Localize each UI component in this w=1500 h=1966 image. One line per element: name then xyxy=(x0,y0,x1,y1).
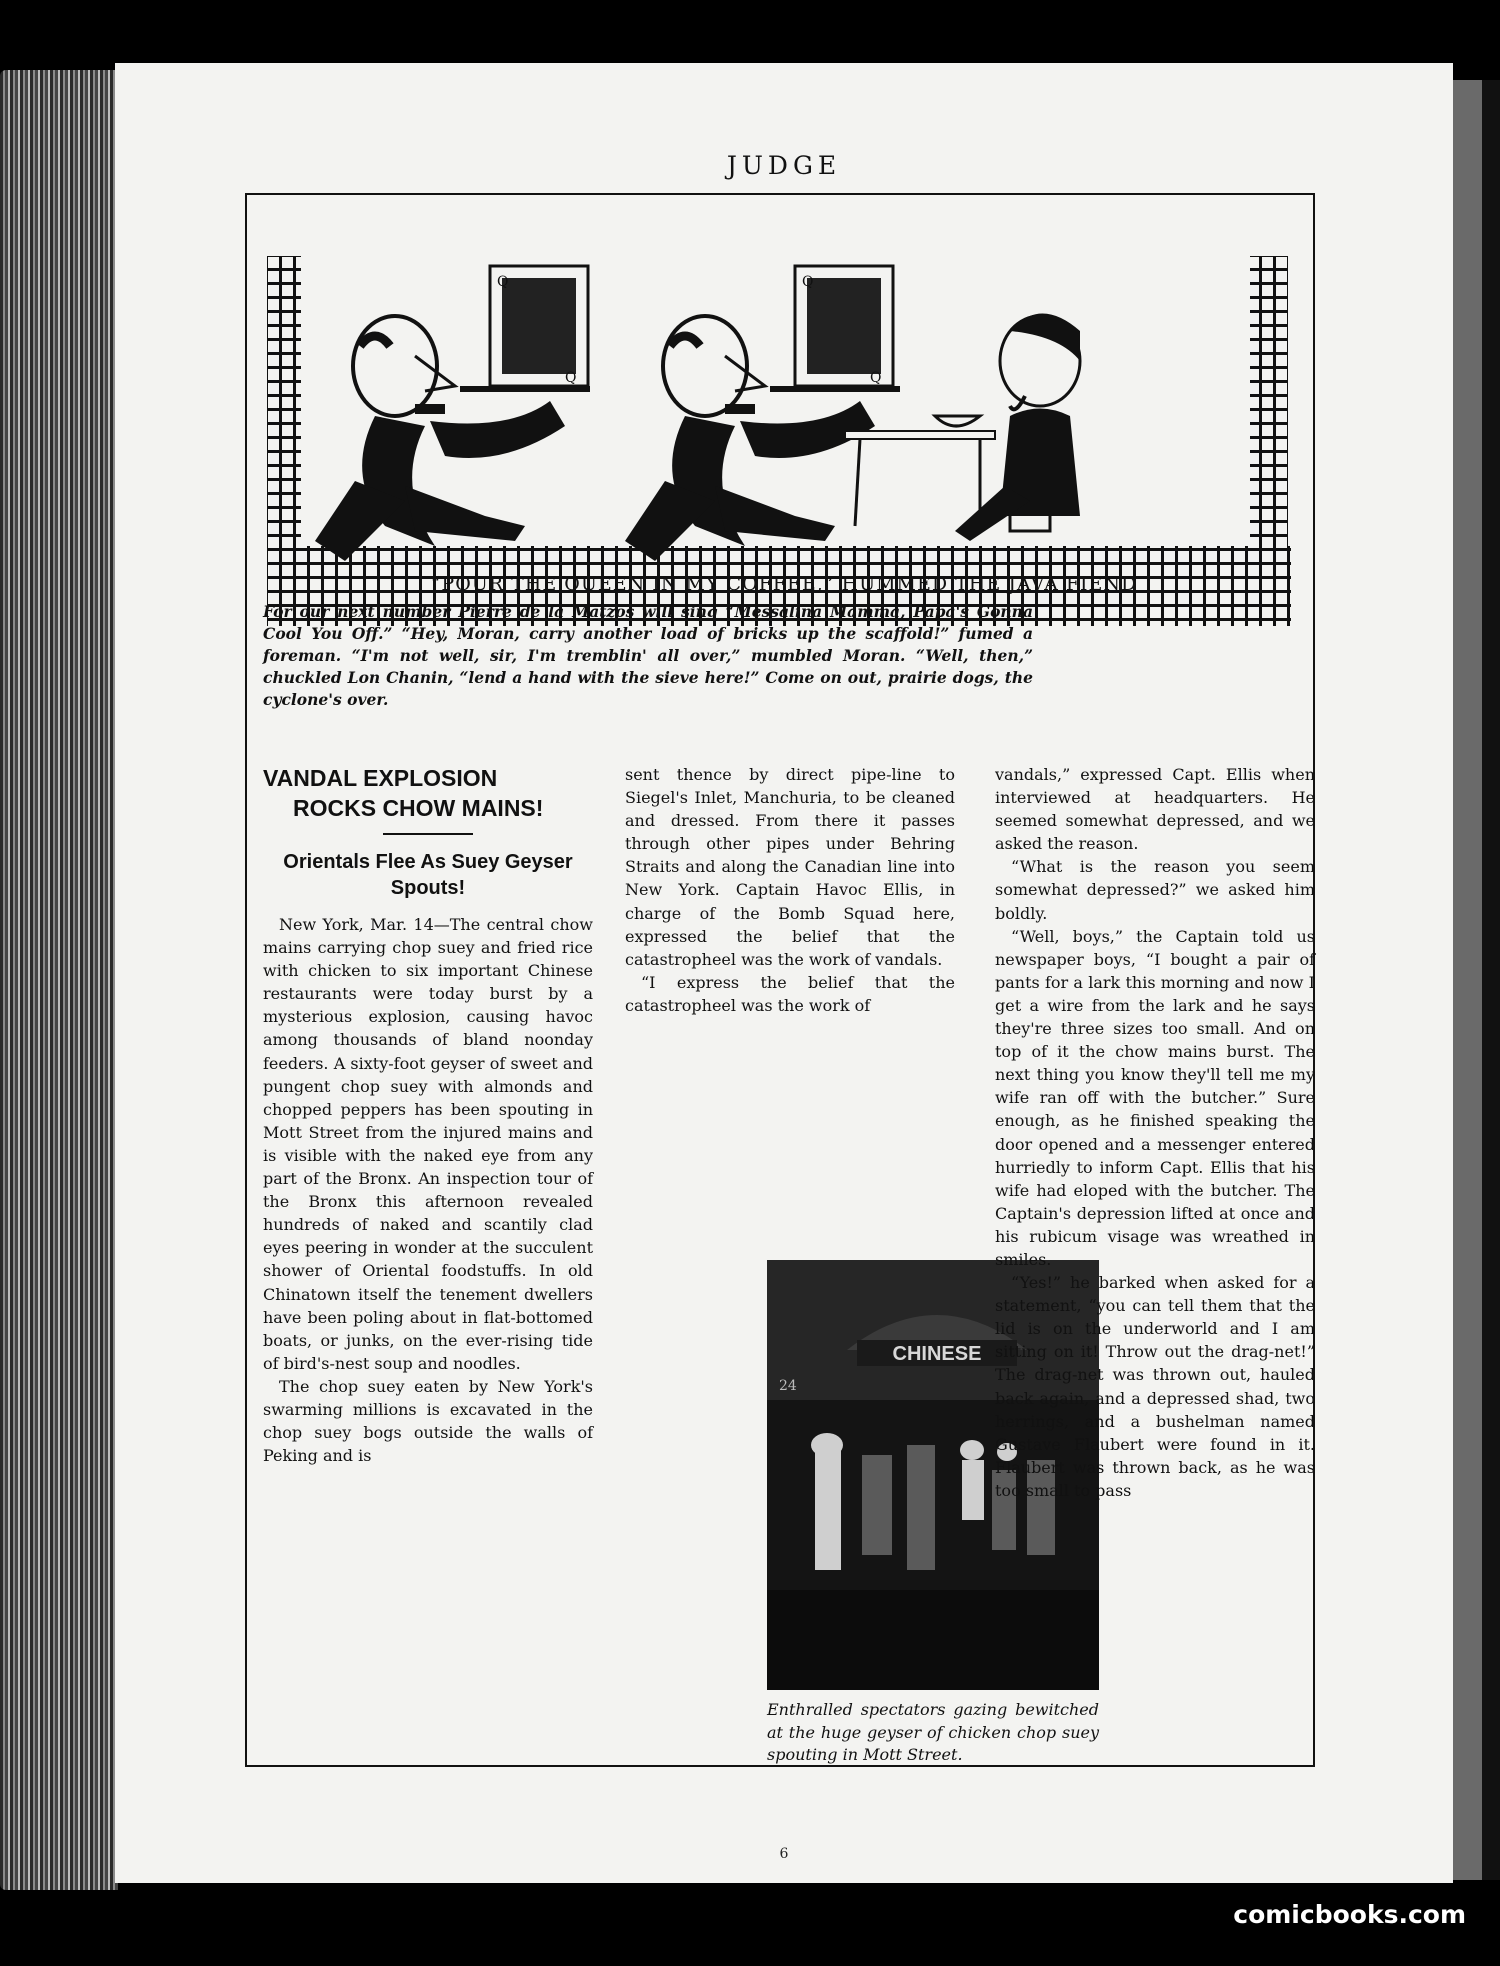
cartoon-caption-body: For our next number Pierre de la Matzos will sing “Messalina Mamma, Papa's Gonna Cool You Off.” “Hey, Moran, carry another load of bricks up the scaffold!” fumed a foreman. “I'm not well, sir, I'm tremblin' all over,” mumbled Moran. “Well, then,” chuckled Lon Chanin, “lend a hand with the sieve here!” Come on out, prairie dogs, the cyclone's over. xyxy=(263,602,1033,709)
article-paragraph: vandals,” expressed Capt. Ellis when interviewed at headquarters. He seemed somewhat depressed, and we asked the reason. xyxy=(995,765,1315,854)
photo-caption: Enthralled spectators gazing bewitched at the huge geyser of chicken chop suey spouting in Mott Street. xyxy=(767,1700,1099,1764)
queen-card-2 xyxy=(795,266,893,386)
article-headline xyxy=(263,763,593,823)
article-paragraph: sent thence by direct pipe-line to Siegel's Inlet, Manchuria, to be cleaned and dressed. From there it passes through other pipes under Behring Straits and along the Canadian line into New York. Captain Havoc Ellis, in charge of the Bomb Squad here, expressed the belief that the catastropheel was the work of vandals. xyxy=(625,765,955,969)
article-column-2 xyxy=(625,763,955,1017)
seated-java-fiend xyxy=(955,314,1080,542)
article-paragraph: “Yes!” he barked when asked for a statement, “you can tell them that the lid is on the underworld and I am sitting on it! Throw out the drag-net!” The drag-net was thrown out, hauled back again, and a depressed shad, two herrings, and a bushelman named Gustave Flaubert were found in it. Flaubert was thrown back, as he was too small to pass xyxy=(995,1273,1315,1500)
book-right-shadow xyxy=(1482,80,1500,1880)
running-head: JUDGE xyxy=(726,151,842,180)
watermark: comicbooks.com xyxy=(1233,1900,1466,1929)
article-column-3 xyxy=(995,763,1315,1502)
photo-number: 24 xyxy=(779,1378,797,1394)
cartoon-caption-title: “POUR THE QUEEN IN MY COFFEE,” HUMMED THE JAVA FIEND xyxy=(430,573,1138,595)
article-column-1 xyxy=(263,763,593,1467)
svg-text:Q: Q xyxy=(802,274,814,290)
headline-rule xyxy=(383,833,473,835)
table-with-coffee xyxy=(845,416,995,526)
article-paragraph: The chop suey eaten by New York's swarming millions is excavated in the chop suey bogs outside the walls of Peking and is xyxy=(263,1376,593,1466)
article-subhead: Orientals Flee As Suey Geyser Spouts! xyxy=(283,851,573,899)
svg-text:Q: Q xyxy=(870,370,882,386)
article-paragraph: “I express the belief that the catastropheel was the work of xyxy=(625,972,955,1015)
svg-text:Q: Q xyxy=(565,370,577,386)
queen-card-1 xyxy=(490,266,588,386)
magazine-page xyxy=(115,63,1453,1883)
page-number: 6 xyxy=(779,1846,789,1862)
right-check-border xyxy=(1250,256,1288,546)
headline-line-1: VANDAL EXPLOSION xyxy=(263,765,498,791)
svg-text:Q: Q xyxy=(497,274,509,290)
headline-line-2: ROCKS CHOW MAINS! xyxy=(293,795,544,821)
article-paragraph: New York, Mar. 14—The central chow mains carrying chop suey and fried rice with chicken to six important Chinese restaurants were today burst by a mysterious explosion, causing havoc among thousands of bland noonday feeders. A sixty-foot geyser of sweet and pungent chop suey with almonds and chopped peppers has been spouting in Mott Street from the injured mains and is visible with the naked eye from any part of the Bronx. An inspection tour of the Bronx this afternoon revealed hundreds of naked and scantily clad eyes peering in wonder at the succulent shower of Oriental foodstuffs. In old Chinatown itself the tenement dwellers have been poling about in flat-bottomed boats, or junks, on the ever-rising tide of bird's-nest soup and noodles. xyxy=(263,915,593,1373)
photo-sign: CHINESE xyxy=(892,1343,982,1365)
left-check-border xyxy=(267,256,301,626)
book-page-edges xyxy=(0,70,118,1890)
article-paragraph: “What is the reason you seem somewhat depressed?” we asked him boldly. xyxy=(995,857,1315,923)
article-paragraph: “Well, boys,” the Captain told us newspaper boys, “I bought a pair of pants for a lark this morning and now I get a wire from the lark and he says they're three sizes too small. And on top of it the chow mains burst. The next thing you know they'll tell me my wife ran off with the butcher.” Sure enough, as he finished speaking the door opened and a messenger entered hurriedly to inform Capt. Ellis that his wife had eloped with the butcher. The Captain's depression lifted at once and his rubicum visage was wreathed in smiles. xyxy=(995,926,1315,1269)
